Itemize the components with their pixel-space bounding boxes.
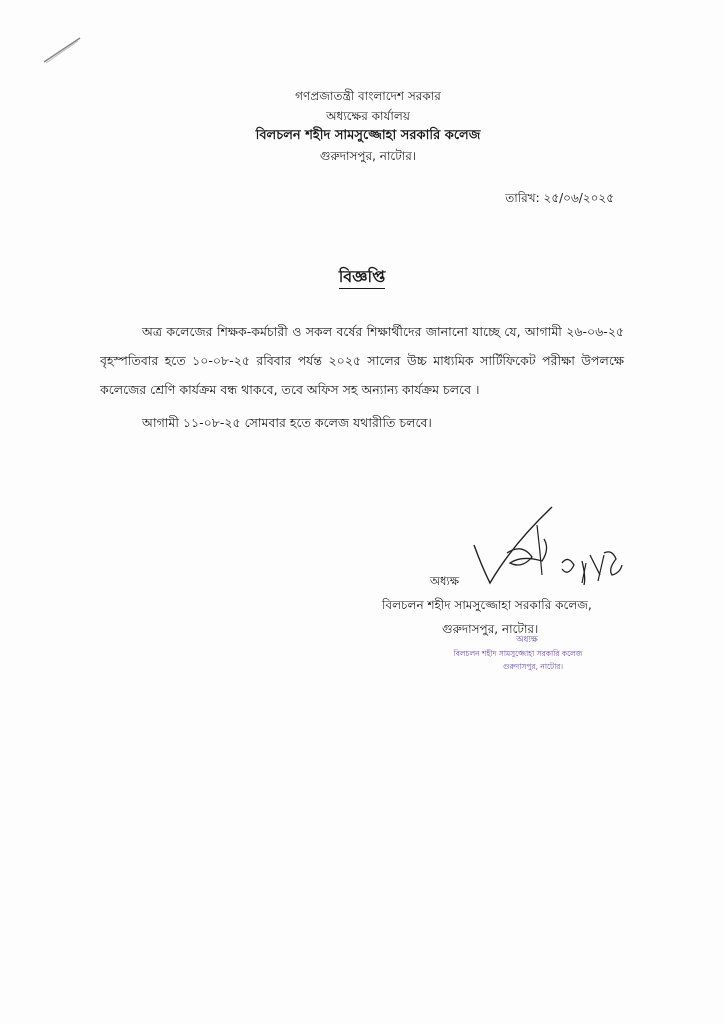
signature-college: বিলচলন শহীদ সামসুজ্জোহা সরকারি কলেজ, — [382, 598, 592, 612]
seal-address: গুরুদাসপুর, নাটোর। — [502, 662, 564, 671]
seal-college: বিলচলন শহীদ সামসুজ্জোহা সরকারি কলেজ — [453, 649, 583, 658]
signature-title: অধ্যক্ষ — [430, 574, 460, 588]
letterhead — [0, 86, 724, 166]
college-name: বিলচলন শহীদ সামসুজ্জোহা সরকারি কলেজ — [255, 128, 481, 143]
notice-title: বিজ্ঞপ্তি — [339, 267, 386, 289]
handwritten-signature — [372, 505, 672, 595]
official-seal — [428, 634, 608, 673]
college-address: গুরুদাসপুর, নাটোর। — [319, 149, 417, 163]
notice-date: তারিখ: ২৫/০৬/২০২৫ — [505, 191, 614, 205]
seal-title: অধ্যক্ষ — [516, 635, 538, 645]
signature-address: গুরুদাসপুর, নাটোর। — [442, 622, 539, 636]
body-paragraph-1: অত্র কলেজের শিক্ষক-কর্মচারী ও সকল বর্ষের শিক্ষার্থীদের জানানো যাচ্ছে যে, আগামী ২৬-০৬-২৫ বৃহস্পতিবার হতে ১০-০৮-২৫ রবিবার পর্যন্ত ২০২৫ সালের উচ্চ মাধ্যমিক সার্টিফিকেট পরীক্ষা উপলক্ষে কলেজের শ্রেণি কার্যক্রম বন্ধ থাকবে, তবে অফিস সহ অন্যান্য কার্যক্রম চলবে । — [100, 324, 624, 397]
notice-body — [100, 317, 624, 437]
scratch-mark — [42, 36, 82, 64]
notice-heading — [0, 264, 724, 291]
government-name: গণপ্রজাতন্ত্রী বাংলাদেশ সরকার — [295, 89, 441, 103]
body-paragraph-2: আগামী ১১-০৮-২৫ সোমবার হতে কলেজ যথারীতি চলবে। — [142, 415, 432, 430]
office-name: অধ্যক্ষের কার্যালয় — [326, 109, 410, 123]
